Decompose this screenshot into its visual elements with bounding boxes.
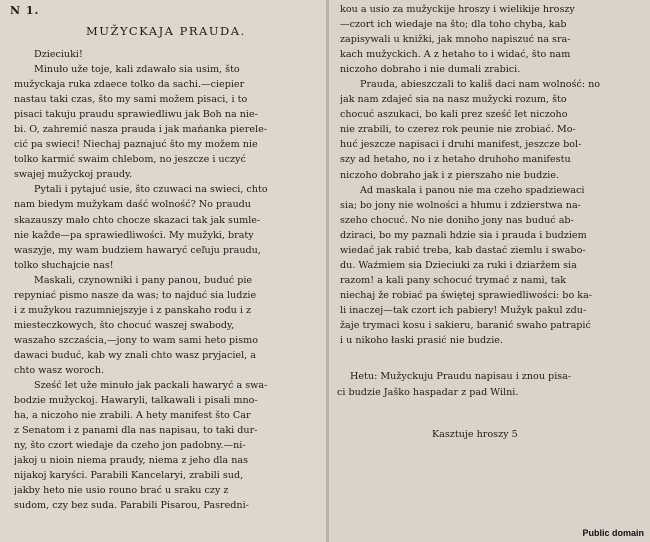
image-credit: Public domain [582,528,644,538]
text-line: Dzieciuki! [34,49,83,60]
text-line: repyniać pismo nasze da was; to najduć sia ludzie [14,289,257,301]
text-line: tolko słuchajcie nas! [14,259,114,271]
left-column-text [14,47,318,513]
text-line: nie zrabili, to czerez rok peunie nie zrobiać. Mo- [340,124,576,136]
text-line: li inaczej—tak czort ich pabiery! Mužyk pakul zdu- [340,304,587,316]
text-line: niczoho dobraho i nie dumali zrabici. [340,64,521,76]
text-line: i u nikoho łaski prasić nie budzie. [340,335,504,347]
text-line: pisaci takuju praudu sprawiedliwu jak Boh na nie- [14,109,258,121]
text-line: cić pa swieci! Niechaj paznajuć što my možem nie [14,139,258,151]
newspaper-title: MUŽYCKAJA PRAUDA. [86,24,246,38]
text-line: Sześć let uže minuło jak packali hawaryć a swa- [34,380,268,392]
text-line: szeho chocuć. No nie doniho jony nas buduć ab- [340,214,574,226]
text-line: Prauda, abieszczali to kališ daci nam wolność: no [360,79,601,91]
text-line: razom! a kali pany schocuć trymać z nami, tak [340,274,567,286]
text-line: wiedać jak rabić treba, kab dastać ziemlu i swabo- [340,244,586,256]
signature-line-1: Hetu: Mužyckuju Praudu napisau i znou pisa- [350,371,572,382]
text-line: —czort ich wiedaje na što; dla toho chyba, kab [340,19,567,31]
text-line: Ad maskala i panou nie ma czeho spadziewaci [360,184,585,196]
text-line: waszaho szczaścia,—jony to wam sami heto pismo [14,334,259,346]
text-line: swajej mužyckoj praudy. [14,169,133,181]
text-line: bodzie mužyckoj. Hawaryli, talkawali i pisali mno- [14,395,258,407]
text-line: bi. O, zahremić nasza prauda i jak mańanka pierele- [14,124,267,136]
text-line: Maskali, czynowniki i pany panou, buduć pie [34,274,253,286]
text-line: ha, a niczoho nie zrabili. A hety manifest što Car [14,410,251,422]
signature-line-2: ci budzie Jaško haspadar z pad Wilni. [337,387,519,398]
right-column-text [340,2,642,348]
text-line: z Senatom i z panami dla nas napisau, to taki dur- [14,425,258,437]
text-line: Pytali i pytajuć usie, što czuwaci na swieci, chto [34,184,268,196]
text-line: dziraci, bo my paznali hdzie sia i prauda i budziem [340,229,587,241]
text-line: nijakoj karyści. Parabili Kancelaryi, zrabili sud, [14,470,244,482]
text-line: skazauszy mało chto chocze skazaci tak jak sumle- [14,214,261,226]
text-line: i z mužykou razumniejszyje i z panskaho rodu i z [14,304,252,316]
text-line: jakby heto nie usio rouno brać u sraku czy z [14,485,229,497]
text-line: sudom, czy bez suda. Parabili Pisarou, Pasredni- [14,500,249,512]
text-line: kou a usio za mužyckije hroszy i wielikije hroszy [340,4,575,15]
text-line: chto wasz woroch. [14,364,105,376]
text-line: sia; bo jony nie wolności a hłumu i zdzierstwa na- [340,199,581,211]
text-line: huć jeszcze napisaci i druhi manifest, jeszcze bol- [340,139,582,151]
text-line: dawaci buduć, kab wy znali chto wasz pryjaciel, a [14,349,256,361]
text-line: nie každe—pa sprawiedliwości. My mužyki, braty [14,229,254,241]
text-line: jakoj u nioin niema praudy, niema z jeho dla nas [14,455,249,467]
text-line: jak nam zdajeć sia na nasz mužycki rozum, što [340,94,567,106]
text-line: niczoho dobraho jak i z pierszaho nie budzie. [340,169,560,181]
text-line: nam biedym mužykam daść wolność? No praudu [14,199,251,211]
text-line: tolko karmić swaim chlebom, no jeszcze i uczyć [14,154,246,166]
text-line: miesteczkowych, što chocuć waszej swabody, [14,319,235,331]
text-line: ny, što czort wiedaje da czeho jon padobny.—ni- [14,440,246,452]
text-line: nastau taki czas, što my sami možem pisaci, i to [14,94,248,106]
text-line: du. Waźmiem sia Dzieciuki za ruki i dziaržem sia [340,259,577,271]
text-line: mužyckaja ruka zdaece tolko da sachi.—ciepier [14,79,245,91]
price-line: Kasztuje hroszy 5 [432,429,518,440]
issue-number: N 1. [10,4,40,17]
text-line: žaje trymaci kosu i sakieru, baranić swaho patrapić [340,319,591,331]
text-line: szy ad hetaho, no i z hetaho druhoho manifestu [340,154,571,166]
text-line: Minuło uže toje, kali zdawało sia usim, što [34,64,240,76]
text-line: chocuć aszukaci, bo kali prez sześć let niczoho [340,109,568,121]
text-line: waszyje, my wam budziem hawaryć ceľuju praudu, [14,244,261,256]
text-line: niechaj že robiać pa świętej sprawiedliwości: bo ka- [340,289,593,301]
text-line: kach mužyckich. A z hetaho to i widać, što nam [340,49,571,61]
text-line: zapisywali u knižki, jak mnoho napiszuć na sra- [340,34,571,46]
